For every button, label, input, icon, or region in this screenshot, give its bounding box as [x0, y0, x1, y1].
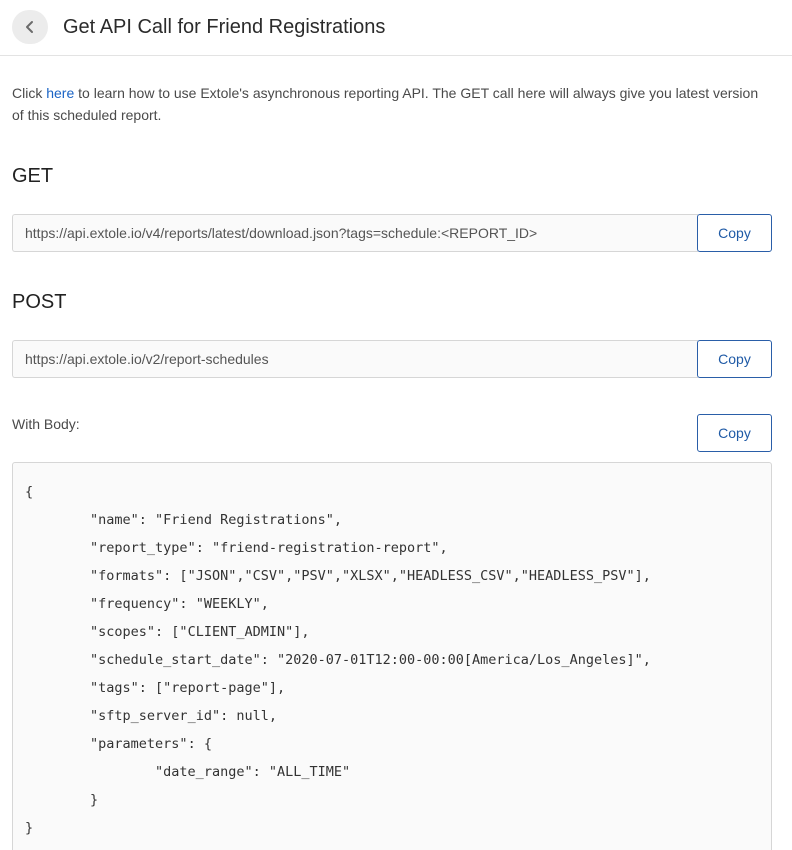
learn-more-link[interactable]: here — [46, 85, 75, 101]
copy-body-button[interactable]: Copy — [697, 414, 772, 452]
page-title: Get API Call for Friend Registrations — [63, 16, 386, 38]
intro-text-after: to learn how to use Extole's asynchronous reporting API. The GET call here will always give you latest version of this scheduled report. — [12, 85, 759, 123]
intro-text-before: Click — [12, 85, 47, 101]
intro-text — [12, 82, 772, 126]
page-header — [0, 0, 792, 56]
body-label: With Body: — [12, 416, 80, 432]
get-url-field[interactable]: https://api.extole.io/v4/reports/latest/download.json?tags=schedule:<REPORT_ID> — [12, 214, 698, 252]
copy-post-url-button[interactable]: Copy — [697, 340, 772, 378]
request-body-code: { "name": "Friend Registrations", "report_type": "friend-registration-report", "formats": ["JSON","CSV","PSV","XLSX","HEADLESS_CSV","HEADLESS_PSV"], "frequency": "WEEKLY", "scopes": ["CLIENT_ADMIN"], "schedule_start_date": "2020-07-01T12:00-00:00[America/Los_Angeles]", "tags": ["report-page"], "sftp_server_id": null, "parameters": { "date_range": "ALL_TIME" } } — [25, 484, 651, 836]
request-body-code-box[interactable] — [12, 462, 772, 850]
back-button[interactable] — [12, 10, 48, 44]
get-section-title: GET — [12, 165, 54, 187]
post-url-field[interactable]: https://api.extole.io/v2/report-schedules — [12, 340, 698, 378]
post-section-title: POST — [12, 291, 67, 313]
chevron-left-icon — [24, 20, 36, 34]
copy-get-url-button[interactable]: Copy — [697, 214, 772, 252]
